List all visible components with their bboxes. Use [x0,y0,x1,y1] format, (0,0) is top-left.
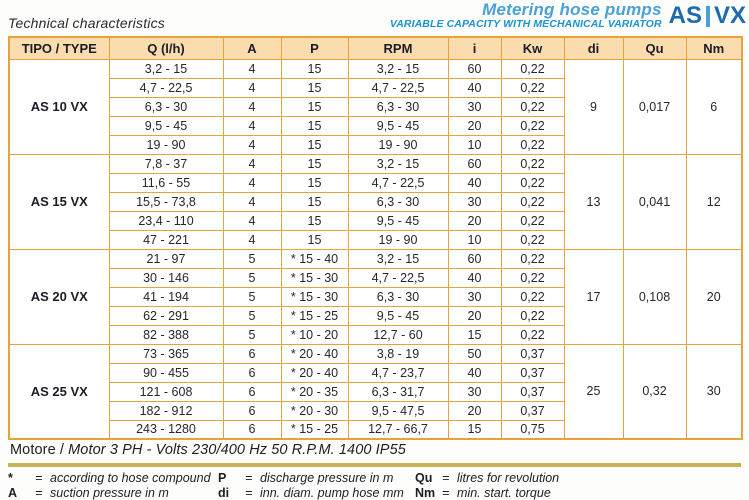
data-cell-rpm: 9,5 - 45 [348,306,448,325]
data-cell-q: 30 - 146 [109,268,223,287]
legend-column [415,471,559,500]
legend-symbol: * [8,471,13,485]
data-cell-a: 6 [223,363,281,382]
data-cell-q: 15,5 - 73,8 [109,192,223,211]
table-row [9,249,742,268]
data-cell-kw: 0,22 [501,173,564,192]
legend-item [8,486,218,500]
data-cell-i: 50 [448,344,501,363]
data-cell-i: 40 [448,78,501,97]
data-cell-a: 5 [223,306,281,325]
table-row [9,154,742,173]
data-cell-kw: 0,37 [501,344,564,363]
data-cell-q: 41 - 194 [109,287,223,306]
data-cell-p: * 20 - 40 [281,363,348,382]
data-cell-kw: 0,22 [501,230,564,249]
data-cell-i: 60 [448,249,501,268]
data-cell-i: 60 [448,59,501,78]
column-header: Nm [686,37,742,59]
legend-description: min. start. torque [457,486,551,500]
group-cell-nm: 30 [686,344,742,439]
data-cell-kw: 0,22 [501,59,564,78]
pump-model-cell: AS 15 VX [9,154,109,249]
page-title: Technical characteristics [8,15,165,31]
data-cell-i: 15 [448,420,501,439]
divider-bar [8,463,741,467]
data-cell-q: 23,4 - 110 [109,211,223,230]
data-cell-rpm: 6,3 - 30 [348,287,448,306]
data-cell-a: 5 [223,268,281,287]
data-cell-a: 6 [223,344,281,363]
data-cell-kw: 0,22 [501,249,564,268]
legend-description: according to hose compound [50,471,211,485]
legend-equals: = [245,471,253,485]
data-cell-p: 15 [281,173,348,192]
brand-title: Metering hose pumps [482,0,662,19]
data-cell-p: 15 [281,230,348,249]
column-header: Kw [501,37,564,59]
motor-label-english: Motor 3 PH - Volts 230/400 Hz 50 R.P.M. 1400 IP55 [68,442,406,458]
column-header: Qu [623,37,686,59]
data-cell-kw: 0,22 [501,325,564,344]
data-cell-rpm: 6,3 - 30 [348,97,448,116]
data-cell-a: 6 [223,420,281,439]
group-cell-qu: 0,108 [623,249,686,344]
data-cell-a: 4 [223,78,281,97]
data-cell-p: 15 [281,135,348,154]
data-cell-p: 15 [281,154,348,173]
group-cell-di: 13 [564,154,623,249]
data-cell-q: 11,6 - 55 [109,173,223,192]
brand-block [390,1,746,31]
legend-symbol: P [218,471,227,485]
data-cell-p: * 15 - 40 [281,249,348,268]
data-cell-a: 4 [223,192,281,211]
data-cell-a: 4 [223,135,281,154]
data-cell-p: * 15 - 25 [281,420,348,439]
data-cell-kw: 0,22 [501,78,564,97]
data-cell-p: 15 [281,97,348,116]
data-cell-i: 30 [448,382,501,401]
data-cell-kw: 0,22 [501,211,564,230]
data-cell-a: 4 [223,116,281,135]
group-cell-di: 9 [564,59,623,154]
group-cell-nm: 6 [686,59,742,154]
data-cell-rpm: 4,7 - 22,5 [348,268,448,287]
data-cell-q: 121 - 608 [109,382,223,401]
data-cell-q: 19 - 90 [109,135,223,154]
data-cell-rpm: 3,2 - 15 [348,249,448,268]
group-cell-di: 25 [564,344,623,439]
data-cell-kw: 0,22 [501,268,564,287]
data-cell-rpm: 19 - 90 [348,135,448,154]
legend-symbol: Nm [415,486,436,500]
data-cell-a: 4 [223,230,281,249]
data-cell-i: 10 [448,230,501,249]
data-cell-i: 40 [448,363,501,382]
pump-spec-table [8,36,743,440]
data-cell-q: 90 - 455 [109,363,223,382]
legend-equals: = [442,486,450,500]
data-cell-i: 10 [448,135,501,154]
data-cell-kw: 0,22 [501,154,564,173]
pump-model-cell: AS 10 VX [9,59,109,154]
data-cell-p: 15 [281,116,348,135]
data-cell-rpm: 4,7 - 22,5 [348,173,448,192]
data-cell-q: 7,8 - 37 [109,154,223,173]
column-header: P [281,37,348,59]
motor-spec-line [10,442,406,458]
data-cell-rpm: 6,3 - 31,7 [348,382,448,401]
legend-description: discharge pressure in m [260,471,394,485]
column-header: di [564,37,623,59]
legend-equals: = [245,486,253,500]
legend-description: litres for revolution [457,471,560,485]
data-cell-i: 30 [448,192,501,211]
brand-subtitle: VARIABLE CAPACITY WITH MECHANICAL VARIATOR [389,18,662,30]
data-cell-i: 20 [448,116,501,135]
group-cell-qu: 0,32 [623,344,686,439]
data-cell-a: 4 [223,211,281,230]
data-cell-p: * 20 - 35 [281,382,348,401]
legend-item [218,486,415,500]
legend-description: suction pressure in m [50,486,169,500]
data-cell-rpm: 3,8 - 19 [348,344,448,363]
data-cell-a: 6 [223,382,281,401]
legend-equals: = [442,471,450,485]
legend-equals: = [35,486,43,500]
column-header: Q (l/h) [109,37,223,59]
data-cell-kw: 0,22 [501,135,564,154]
data-cell-a: 4 [223,59,281,78]
data-cell-p: 15 [281,59,348,78]
data-cell-a: 6 [223,401,281,420]
data-cell-i: 40 [448,173,501,192]
data-cell-rpm: 12,7 - 60 [348,325,448,344]
data-cell-kw: 0,37 [501,363,564,382]
data-cell-kw: 0,22 [501,97,564,116]
data-cell-i: 40 [448,268,501,287]
data-cell-q: 182 - 912 [109,401,223,420]
data-cell-kw: 0,37 [501,382,564,401]
legend-symbol: Qu [415,471,433,485]
table-row [9,59,742,78]
column-header: i [448,37,501,59]
data-cell-a: 5 [223,249,281,268]
data-cell-p: * 15 - 30 [281,287,348,306]
table-header-row [9,37,742,59]
legend-column [218,471,415,500]
data-cell-rpm: 3,2 - 15 [348,154,448,173]
data-cell-rpm: 9,5 - 45 [348,211,448,230]
data-cell-kw: 0,37 [501,401,564,420]
group-cell-nm: 20 [686,249,742,344]
data-cell-a: 4 [223,173,281,192]
legend-item [415,471,559,485]
data-cell-kw: 0,22 [501,306,564,325]
legend-description: inn. diam. pump hose mm [260,486,404,500]
data-cell-rpm: 9,5 - 47,5 [348,401,448,420]
data-cell-a: 5 [223,287,281,306]
data-cell-p: * 10 - 20 [281,325,348,344]
group-cell-di: 17 [564,249,623,344]
data-cell-p: * 20 - 40 [281,344,348,363]
data-cell-p: 15 [281,211,348,230]
data-cell-q: 3,2 - 15 [109,59,223,78]
motor-label-italian: Motore / [10,442,69,458]
data-cell-i: 60 [448,154,501,173]
data-cell-rpm: 4,7 - 23,7 [348,363,448,382]
data-cell-q: 4,7 - 22,5 [109,78,223,97]
data-cell-i: 30 [448,287,501,306]
data-cell-rpm: 4,7 - 22,5 [348,78,448,97]
data-cell-i: 15 [448,325,501,344]
data-cell-i: 20 [448,401,501,420]
series-logo [669,3,746,29]
data-cell-a: 5 [223,325,281,344]
data-cell-q: 243 - 1280 [109,420,223,439]
column-header: RPM [348,37,448,59]
data-cell-i: 20 [448,211,501,230]
data-cell-a: 4 [223,97,281,116]
data-cell-p: 15 [281,78,348,97]
pump-model-cell: AS 25 VX [9,344,109,439]
table-row [9,344,742,363]
column-header: TIPO / TYPE [9,37,109,59]
legend-symbol: di [218,486,230,500]
data-cell-q: 82 - 388 [109,325,223,344]
legend-item [218,471,415,485]
data-cell-q: 6,3 - 30 [109,97,223,116]
legend-symbol: A [8,486,18,500]
data-cell-rpm: 19 - 90 [348,230,448,249]
data-cell-a: 4 [223,154,281,173]
pump-model-cell: AS 20 VX [9,249,109,344]
data-cell-kw: 0,75 [501,420,564,439]
legend-item [415,486,559,500]
data-cell-i: 30 [448,97,501,116]
logo-divider [706,6,710,27]
legend-item [8,471,218,485]
data-cell-p: 15 [281,192,348,211]
data-cell-i: 20 [448,306,501,325]
legend [8,471,749,500]
data-cell-q: 21 - 97 [109,249,223,268]
data-cell-rpm: 3,2 - 15 [348,59,448,78]
data-cell-p: * 20 - 30 [281,401,348,420]
group-cell-nm: 12 [686,154,742,249]
column-header: A [223,37,281,59]
data-cell-rpm: 9,5 - 45 [348,116,448,135]
logo-vx-text: VX [713,2,746,29]
legend-column [8,471,218,500]
data-cell-rpm: 6,3 - 30 [348,192,448,211]
group-cell-qu: 0,017 [623,59,686,154]
data-cell-p: * 15 - 25 [281,306,348,325]
brand-text [390,1,662,31]
group-cell-qu: 0,041 [623,154,686,249]
data-cell-p: * 15 - 30 [281,268,348,287]
data-cell-rpm: 12,7 - 66,7 [348,420,448,439]
data-cell-kw: 0,22 [501,287,564,306]
pump-table-body [9,59,742,439]
data-cell-q: 9,5 - 45 [109,116,223,135]
data-cell-q: 62 - 291 [109,306,223,325]
data-cell-q: 73 - 365 [109,344,223,363]
logo-as-text: AS [668,2,702,29]
legend-equals: = [35,471,43,485]
data-cell-kw: 0,22 [501,192,564,211]
data-cell-q: 47 - 221 [109,230,223,249]
data-cell-kw: 0,22 [501,116,564,135]
